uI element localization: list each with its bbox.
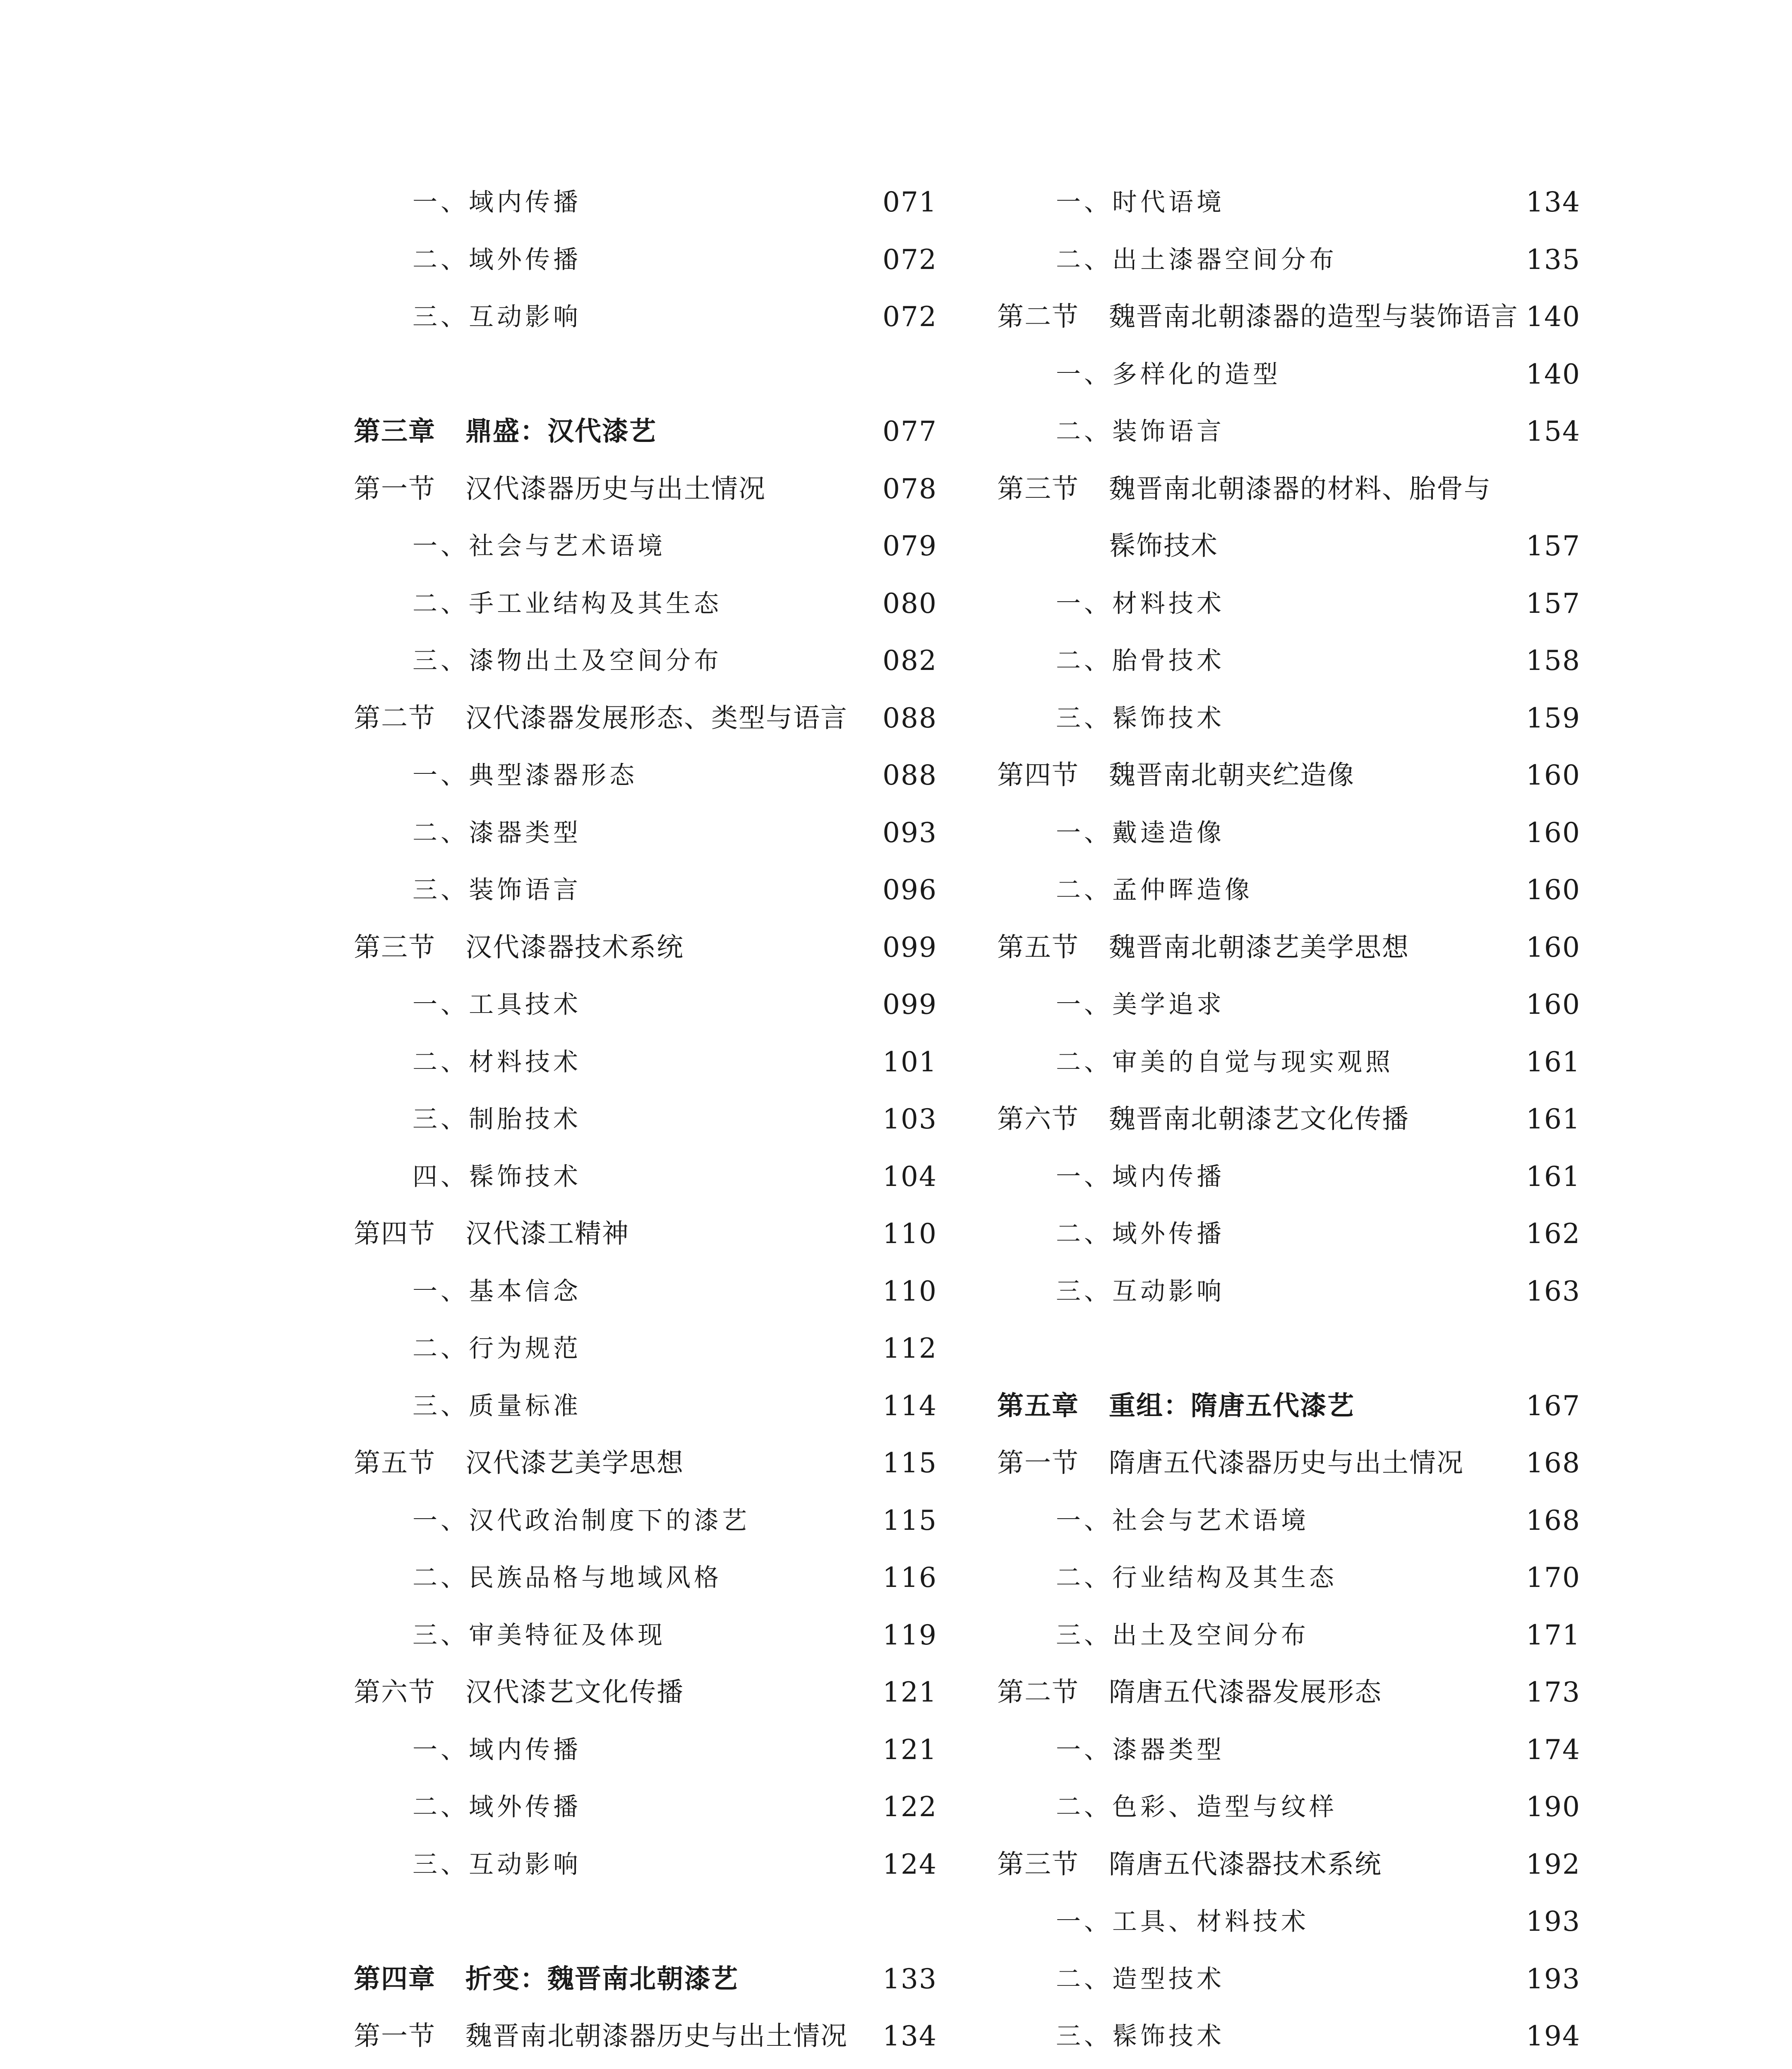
toc-entry-label: 第三节 [997, 473, 1079, 504]
toc-entry-label: 第一节 [997, 1448, 1079, 1479]
toc-entry-title: 一、多样化的造型 [1056, 360, 1281, 389]
toc-subsection-entry[interactable] [997, 1549, 1581, 1607]
toc-entry-label: 第六节 [997, 1104, 1079, 1135]
toc-entry-title: 三、制胎技术 [413, 1105, 581, 1134]
toc-entry-title: 三、漆物出土及空间分布 [413, 646, 722, 675]
toc-entry-text [413, 1836, 581, 1894]
toc-entry-text [354, 2008, 848, 2065]
toc-entry-title: 二、装饰语言 [1056, 417, 1225, 446]
toc-page-number: 160 [1526, 816, 1581, 849]
toc-entry-title: 二、色彩、造型与纹样 [1056, 1793, 1337, 1822]
toc-entry-text [1056, 346, 1281, 403]
toc-page-number: 174 [1526, 1733, 1581, 1766]
toc-subsection-entry[interactable] [997, 1205, 1581, 1263]
toc-subsection-entry[interactable] [997, 1607, 1581, 1664]
toc-entry-text [354, 919, 684, 977]
toc-continuation-entry[interactable] [997, 518, 1581, 575]
toc-subsection-entry[interactable] [354, 231, 937, 289]
toc-page-number: 078 [883, 473, 937, 505]
toc-entry-title: 隋唐五代漆器发展形态 [1109, 1677, 1382, 1708]
toc-entry-label: 第三章 [354, 416, 436, 447]
toc-entry-title: 一、域内传播 [1056, 1162, 1225, 1191]
toc-entry-text [413, 575, 722, 633]
toc-page-number: 101 [883, 1046, 937, 1078]
toc-page-number: 171 [1526, 1619, 1581, 1651]
toc-page-number: 193 [1526, 1906, 1581, 1937]
toc-entry-title: 二、出土漆器空间分布 [1056, 245, 1337, 274]
toc-page-number: 110 [883, 1218, 937, 1250]
toc-page-number: 170 [1526, 1562, 1581, 1594]
toc-entry-text [1056, 1951, 1225, 2008]
toc-entry-label: 第二节 [997, 302, 1079, 332]
toc-section-entry[interactable] [997, 1435, 1581, 1492]
toc-entry-title: 一、域内传播 [413, 1735, 581, 1764]
toc-subsection-entry[interactable] [354, 862, 937, 919]
toc-subsection-entry[interactable] [354, 575, 937, 633]
toc-entry-text [413, 976, 581, 1034]
toc-subsection-entry[interactable] [997, 1263, 1581, 1320]
toc-page-number: 072 [883, 301, 937, 333]
toc-entry-title: 三、出土及空间分布 [1056, 1620, 1309, 1650]
toc-chapter-entry[interactable] [354, 403, 937, 461]
toc-section-entry[interactable] [997, 461, 1581, 518]
toc-entry-title: 三、质量标准 [413, 1391, 581, 1421]
toc-page-number: 082 [883, 645, 937, 677]
toc-entry-text [413, 1034, 581, 1091]
toc-entry-title: 魏晋南北朝漆器的材料、胎骨与 [1109, 473, 1491, 504]
toc-subsection-entry[interactable] [997, 1721, 1581, 1779]
toc-entry-title: 鼎盛：汉代漆艺 [465, 416, 657, 447]
toc-page-number: 116 [883, 1562, 937, 1594]
toc-entry-title: 二、胎骨技术 [1056, 646, 1225, 675]
toc-entry-text [354, 690, 848, 747]
toc-entry-title: 重组：隋唐五代漆艺 [1109, 1390, 1355, 1421]
toc-entry-text [354, 1951, 739, 2008]
toc-entry-text [1056, 690, 1225, 747]
toc-entry-text [997, 1664, 1382, 1721]
toc-entry-text [997, 461, 1491, 518]
toc-entry-text [413, 288, 581, 346]
toc-entry-text [413, 632, 722, 690]
toc-page-number: 099 [883, 931, 937, 963]
toc-entry-text [413, 174, 581, 231]
toc-subsection-entry[interactable] [997, 1034, 1581, 1091]
toc-section-entry[interactable] [997, 747, 1581, 804]
toc-page-number: 159 [1526, 702, 1581, 734]
toc-spacer [997, 1320, 1581, 1378]
toc-entry-text [1056, 2008, 1225, 2065]
toc-subsection-entry[interactable] [354, 288, 937, 346]
toc-page-number: 168 [1526, 1447, 1581, 1479]
toc-entry-text [997, 919, 1409, 977]
toc-entry-title: 三、互动影响 [413, 302, 581, 331]
toc-page-number: 115 [883, 1504, 937, 1536]
toc-page-number: 121 [883, 1676, 937, 1708]
toc-entry-text [1056, 403, 1225, 461]
toc-page-number: 154 [1526, 415, 1581, 447]
toc-entry-text [1056, 1549, 1337, 1607]
toc-entry-label: 第一节 [354, 473, 436, 504]
toc-subsection-entry[interactable] [354, 1721, 937, 1779]
toc-subsection-entry[interactable] [997, 346, 1581, 403]
toc-section-entry[interactable] [354, 690, 937, 747]
toc-page-number: 157 [1526, 587, 1581, 619]
toc-entry-text [1056, 1721, 1225, 1779]
toc-entry-title: 汉代漆器历史与出土情况 [465, 473, 766, 504]
toc-subsection-entry[interactable] [354, 1320, 937, 1378]
toc-entry-text [1056, 1034, 1394, 1091]
toc-entry-text [413, 1607, 666, 1664]
toc-entry-text [1056, 1148, 1225, 1206]
toc-subsection-entry[interactable] [354, 518, 937, 575]
toc-entry-label: 第三节 [354, 932, 436, 963]
toc-subsection-entry[interactable] [354, 804, 937, 862]
toc-entry-text [413, 231, 581, 289]
toc-page-number: 157 [1526, 530, 1581, 562]
toc-subsection-entry[interactable] [354, 1779, 937, 1836]
toc-subsection-entry[interactable] [354, 1492, 937, 1550]
toc-section-entry[interactable] [997, 1664, 1581, 1721]
toc-page-number: 167 [1526, 1390, 1581, 1422]
toc-chapter-entry[interactable] [997, 1378, 1581, 1435]
toc-page-number: 079 [883, 530, 937, 562]
toc-entry-title: 二、审美的自觉与现实观照 [1056, 1047, 1394, 1077]
toc-page-number: 133 [883, 1963, 937, 1995]
toc-entry-title: 一、社会与艺术语境 [1056, 1506, 1309, 1535]
toc-entry-text [413, 1263, 581, 1320]
toc-page-number: 140 [1526, 301, 1581, 333]
toc-entry-text [413, 1148, 581, 1206]
toc-entry-label: 第三节 [997, 1849, 1079, 1880]
toc-entry-title: 魏晋南北朝夹纻造像 [1109, 760, 1355, 791]
toc-subsection-entry[interactable] [354, 1836, 937, 1894]
toc-entry-title: 一、材料技术 [1056, 589, 1225, 618]
toc-page-number: 072 [883, 243, 937, 276]
toc-section-entry[interactable] [354, 2008, 937, 2065]
toc-subsection-entry[interactable] [997, 690, 1581, 747]
toc-subsection-entry[interactable] [997, 2008, 1581, 2065]
toc-subsection-entry[interactable] [354, 976, 937, 1034]
toc-page-number: 121 [883, 1733, 937, 1766]
toc-subsection-entry[interactable] [997, 575, 1581, 633]
toc-entry-title: 魏晋南北朝漆器历史与出土情况 [465, 2021, 848, 2052]
toc-page-number: 140 [1526, 358, 1581, 390]
toc-subsection-entry[interactable] [997, 174, 1581, 231]
toc-page-number: 168 [1526, 1504, 1581, 1536]
toc-entry-title: 三、髹饰技术 [1056, 703, 1225, 733]
toc-entry-label: 第五节 [354, 1448, 436, 1479]
toc-subsection-entry[interactable] [354, 1263, 937, 1320]
toc-page-number: 161 [1526, 1103, 1581, 1135]
toc-entry-title: 魏晋南北朝漆艺美学思想 [1109, 932, 1409, 963]
toc-section-entry[interactable] [997, 1091, 1581, 1148]
toc-entry-text [1056, 1492, 1309, 1550]
toc-subsection-entry[interactable] [997, 1951, 1581, 2008]
toc-entry-title: 汉代漆器技术系统 [465, 932, 684, 963]
toc-entry-title: 二、行业结构及其生态 [1056, 1563, 1337, 1592]
toc-entry-text [1109, 518, 1218, 575]
toc-page-number: 099 [883, 989, 937, 1020]
toc-spacer [354, 1893, 937, 1951]
toc-entry-title: 一、典型漆器形态 [413, 761, 638, 790]
toc-subsection-entry[interactable] [354, 1378, 937, 1435]
toc-section-entry[interactable] [997, 288, 1581, 346]
toc-entry-text [413, 804, 581, 862]
toc-page-number: 093 [883, 816, 937, 849]
toc-page-number: 163 [1526, 1275, 1581, 1307]
toc-page-number: 103 [883, 1103, 937, 1135]
toc-entry-title: 二、行为规范 [413, 1334, 581, 1363]
toc-entry-title: 一、基本信念 [413, 1277, 581, 1306]
toc-page-number: 119 [883, 1619, 937, 1651]
toc-entry-title: 魏晋南北朝漆器的造型与装饰语言 [1109, 302, 1519, 332]
toc-entry-text [997, 1836, 1382, 1894]
toc-entry-text [413, 1091, 581, 1148]
toc-page-number: 080 [883, 587, 937, 619]
toc-chapter-entry[interactable] [354, 1951, 937, 2008]
toc-entry-title: 二、手工业结构及其生态 [413, 589, 722, 618]
toc-subsection-entry[interactable] [997, 1492, 1581, 1550]
toc-subsection-entry[interactable] [997, 1893, 1581, 1951]
toc-entry-text [1056, 1205, 1225, 1263]
toc-entry-text [1056, 976, 1225, 1034]
toc-entry-title: 魏晋南北朝漆艺文化传播 [1109, 1104, 1409, 1135]
toc-page-number: 077 [883, 415, 937, 447]
toc-section-entry[interactable] [997, 1836, 1581, 1894]
toc-entry-text [354, 403, 657, 461]
toc-entry-title: 一、汉代政治制度下的漆艺 [413, 1506, 750, 1535]
toc-subsection-entry[interactable] [997, 862, 1581, 919]
toc-entry-title: 三、装饰语言 [413, 876, 581, 905]
toc-subsection-entry[interactable] [354, 1091, 937, 1148]
toc-column-right [997, 174, 1581, 2065]
toc-entry-label: 第二节 [997, 1677, 1079, 1708]
toc-page-number: 134 [883, 2020, 937, 2052]
toc-entry-title: 一、社会与艺术语境 [413, 532, 666, 561]
toc-section-entry[interactable] [354, 919, 937, 977]
toc-page-number: 173 [1526, 1676, 1581, 1708]
toc-entry-label: 第五节 [997, 932, 1079, 963]
toc-page-number: 110 [883, 1275, 937, 1307]
toc-entry-text [413, 518, 666, 575]
toc-entry-text [354, 461, 766, 518]
toc-page-number: 160 [1526, 759, 1581, 791]
toc-page-number: 088 [883, 702, 937, 734]
toc-subsection-entry[interactable] [997, 632, 1581, 690]
toc-entry-title: 一、戴逵造像 [1056, 818, 1225, 847]
toc-entry-text [1056, 632, 1225, 690]
toc-subsection-entry[interactable] [997, 1779, 1581, 1836]
toc-entry-label: 第一节 [354, 2021, 436, 2052]
toc-entry-text [1056, 804, 1225, 862]
toc-entry-text [1056, 174, 1225, 231]
toc-page-number: 162 [1526, 1218, 1581, 1250]
toc-entry-text [997, 1435, 1464, 1492]
toc-page-number: 160 [1526, 931, 1581, 963]
toc-page-number: 194 [1526, 2020, 1581, 2052]
toc-entry-text [354, 1205, 629, 1263]
toc-page-number: 161 [1526, 1046, 1581, 1078]
toc-section-entry[interactable] [354, 1664, 937, 1721]
toc-entry-text [413, 1549, 722, 1607]
toc-entry-title: 一、工具技术 [413, 990, 581, 1019]
toc-page-number: 122 [883, 1791, 937, 1823]
toc-entry-title: 隋唐五代漆器历史与出土情况 [1109, 1448, 1464, 1479]
toc-page-number: 193 [1526, 1963, 1581, 1995]
toc-page-number: 115 [883, 1447, 937, 1479]
toc-page-number: 192 [1526, 1848, 1581, 1880]
toc-subsection-entry[interactable] [997, 403, 1581, 461]
toc-entry-title: 二、民族品格与地域风格 [413, 1563, 722, 1592]
toc-entry-text [413, 747, 638, 804]
toc-entry-text [413, 1378, 581, 1435]
toc-entry-text [413, 1320, 581, 1378]
toc-subsection-entry[interactable] [354, 747, 937, 804]
toc-entry-title: 一、域内传播 [413, 188, 581, 217]
toc-entry-label: 第四节 [354, 1219, 436, 1249]
toc-entry-text [1056, 1263, 1225, 1320]
toc-page-number: 135 [1526, 243, 1581, 276]
toc-entry-title: 四、髹饰技术 [413, 1162, 581, 1191]
toc-entry-label: 第五章 [997, 1390, 1079, 1421]
toc-entry-title: 汉代漆艺美学思想 [465, 1448, 684, 1479]
toc-page-number: 071 [883, 186, 937, 218]
toc-entry-title: 二、材料技术 [413, 1047, 581, 1077]
toc-entry-title: 二、域外传播 [413, 245, 581, 274]
toc-entry-title: 一、美学追求 [1056, 990, 1225, 1019]
toc-subsection-entry[interactable] [354, 1607, 937, 1664]
toc-entry-text [1056, 862, 1253, 919]
toc-subsection-entry[interactable] [354, 174, 937, 231]
toc-entry-text [997, 747, 1355, 804]
toc-entry-label: 第四节 [997, 760, 1079, 791]
toc-page-number: 160 [1526, 989, 1581, 1020]
toc-entry-title: 二、域外传播 [413, 1793, 581, 1822]
toc-entry-title: 汉代漆艺文化传播 [465, 1677, 684, 1708]
toc-entry-text [1056, 1779, 1337, 1836]
toc-subsection-entry[interactable] [997, 1148, 1581, 1206]
toc-entry-text [1056, 231, 1337, 289]
toc-spacer [354, 346, 937, 403]
toc-subsection-entry[interactable] [354, 1549, 937, 1607]
toc-page-number: 114 [883, 1390, 937, 1422]
toc-entry-title: 三、审美特征及体现 [413, 1620, 666, 1650]
toc-section-entry[interactable] [354, 1205, 937, 1263]
toc-entry-text [997, 1091, 1409, 1148]
toc-section-entry[interactable] [354, 1435, 937, 1492]
toc-page-number: 124 [883, 1848, 937, 1880]
toc-entry-title: 一、漆器类型 [1056, 1735, 1225, 1764]
toc-entry-label: 第六节 [354, 1677, 436, 1708]
toc-page-number: 096 [883, 874, 937, 906]
toc-entry-title: 汉代漆工精神 [465, 1219, 629, 1249]
toc-entry-text [354, 1435, 684, 1492]
toc-page-number: 104 [883, 1160, 937, 1193]
toc-entry-label: 第二节 [354, 703, 436, 734]
toc-entry-title: 二、漆器类型 [413, 818, 581, 847]
toc-entry-text [1056, 1607, 1309, 1664]
toc-entry-text [997, 288, 1519, 346]
toc-subsection-entry[interactable] [997, 976, 1581, 1034]
toc-entry-text [413, 1779, 581, 1836]
toc-page-number: 134 [1526, 186, 1581, 218]
toc-entry-title: 折变：魏晋南北朝漆艺 [465, 1963, 739, 1995]
toc-entry-title: 二、域外传播 [1056, 1219, 1225, 1248]
toc-entry-title: 隋唐五代漆器技术系统 [1109, 1849, 1382, 1880]
toc-entry-text [997, 1378, 1355, 1435]
toc-entry-text [1056, 1893, 1309, 1951]
toc-page-number: 161 [1526, 1160, 1581, 1193]
toc-entry-title: 二、孟仲晖造像 [1056, 876, 1253, 905]
toc-page-number: 160 [1526, 874, 1581, 906]
toc-subsection-entry[interactable] [997, 231, 1581, 289]
toc-entry-text [354, 1664, 684, 1721]
toc-page-number: 088 [883, 759, 937, 791]
toc-subsection-entry[interactable] [354, 632, 937, 690]
toc-section-entry[interactable] [997, 919, 1581, 977]
toc-entry-title: 汉代漆器发展形态、类型与语言 [465, 703, 848, 734]
toc-subsection-entry[interactable] [997, 804, 1581, 862]
toc-entry-title: 二、造型技术 [1056, 1964, 1225, 1994]
toc-entry-text [413, 862, 581, 919]
toc-entry-text [1056, 575, 1225, 633]
toc-subsection-entry[interactable] [354, 1148, 937, 1206]
toc-page-number: 112 [883, 1332, 937, 1364]
toc-entry-text [413, 1721, 581, 1779]
toc-entry-title: 一、工具、材料技术 [1056, 1907, 1309, 1936]
toc-entry-title: 三、髹饰技术 [1056, 2022, 1225, 2051]
toc-entry-text [413, 1492, 750, 1550]
toc-page-number: 158 [1526, 645, 1581, 677]
toc-entry-title: 一、时代语境 [1056, 188, 1225, 217]
toc-subsection-entry[interactable] [354, 1034, 937, 1091]
toc-entry-title: 三、互动影响 [413, 1850, 581, 1879]
toc-entry-label: 第四章 [354, 1963, 436, 1995]
toc-entry-title: 髹饰技术 [1109, 531, 1218, 562]
toc-section-entry[interactable] [354, 461, 937, 518]
toc-entry-title: 三、互动影响 [1056, 1277, 1225, 1306]
toc-page-number: 190 [1526, 1791, 1581, 1823]
toc-column-left [354, 174, 937, 2065]
